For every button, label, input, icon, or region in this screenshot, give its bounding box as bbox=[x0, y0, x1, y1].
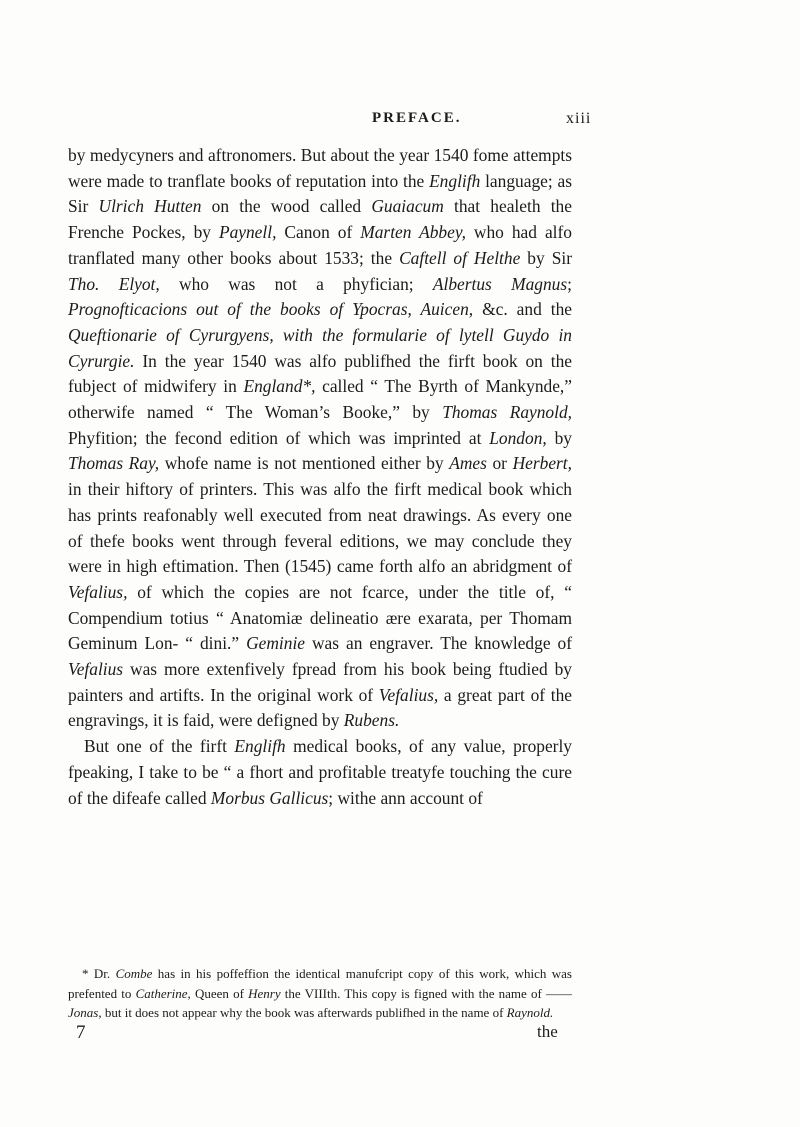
paragraph-2: But one of the firft Englifh medical books, of any value, properly fpeaking, I take to be “ a fhort and profitable treatyfe touching the cure of the difeafe called Morbus Gallicus; withe ann account of bbox=[68, 736, 572, 808]
signature-mark: 7 bbox=[76, 1022, 86, 1043]
paragraph-1: by medycyners and aftronomers. But about the year 1540 fome attempts were made to tranflate books of reputation into the Englifh language; as Sir Ulrich Hutten on the wood called Guaiacum that healeth the Frenche Pockes, by Paynell, Canon of Marten Abbey, who had alfo tranflated many other books about 1533; the Caftell of Helthe by Sir Tho. Elyot, who was not a phyfician; Albertus Magnus; Prognofticacions out of the books of Ypocras, Auicen, &c. and the Queftionarie of Cyrurgyens, with the formularie of lytell Guydo in Cyrurgie. In the year 1540 was alfo publifhed the firft book on the fubject of midwifery in England*, called “ The Byrth of Mankynde,” otherwife named “ The Woman’s Booke,” by Thomas Raynold, Phyfition; the fecond edition of which was imprinted at London, by Thomas Ray, whofe name is not mentioned either by Ames or Herbert, in their hiftory of printers. This was alfo the firft medical book which has prints reafonably well executed from neat drawings. As every one of thefe books went through feveral editions, we may conclude they were in high eftimation. Then (1545) came forth alfo an abridgment of Vefalius, of which the copies are not fcarce, under the title of, “ Compendium totius “ Anatomiæ delineatio ære exarata, per Thomam Geminum Lon- “ dini.” Geminie was an engraver. The knowledge of Vefalius was more extenfively fpread from his book being ftudied by painters and artifts. In the original work of Vefalius, a great part of the engravings, it is faid, were defigned by Rubens. bbox=[68, 145, 573, 731]
running-title: PREFACE. bbox=[372, 110, 462, 126]
footnote bbox=[68, 964, 572, 1023]
catchword: the bbox=[537, 1022, 558, 1041]
body-text bbox=[68, 143, 572, 811]
footnote-text: * Dr. Combe has in his poffeffion the identical manufcript copy of this work, which was prefented to Catherine, Queen of Henry the VIIIth. This copy is figned with the name of ——Jonas, but it does not appear why the book was afterwards publifhed in the name of Raynold. bbox=[68, 966, 572, 1020]
running-head bbox=[0, 110, 800, 132]
page-number: xiii bbox=[566, 110, 592, 127]
